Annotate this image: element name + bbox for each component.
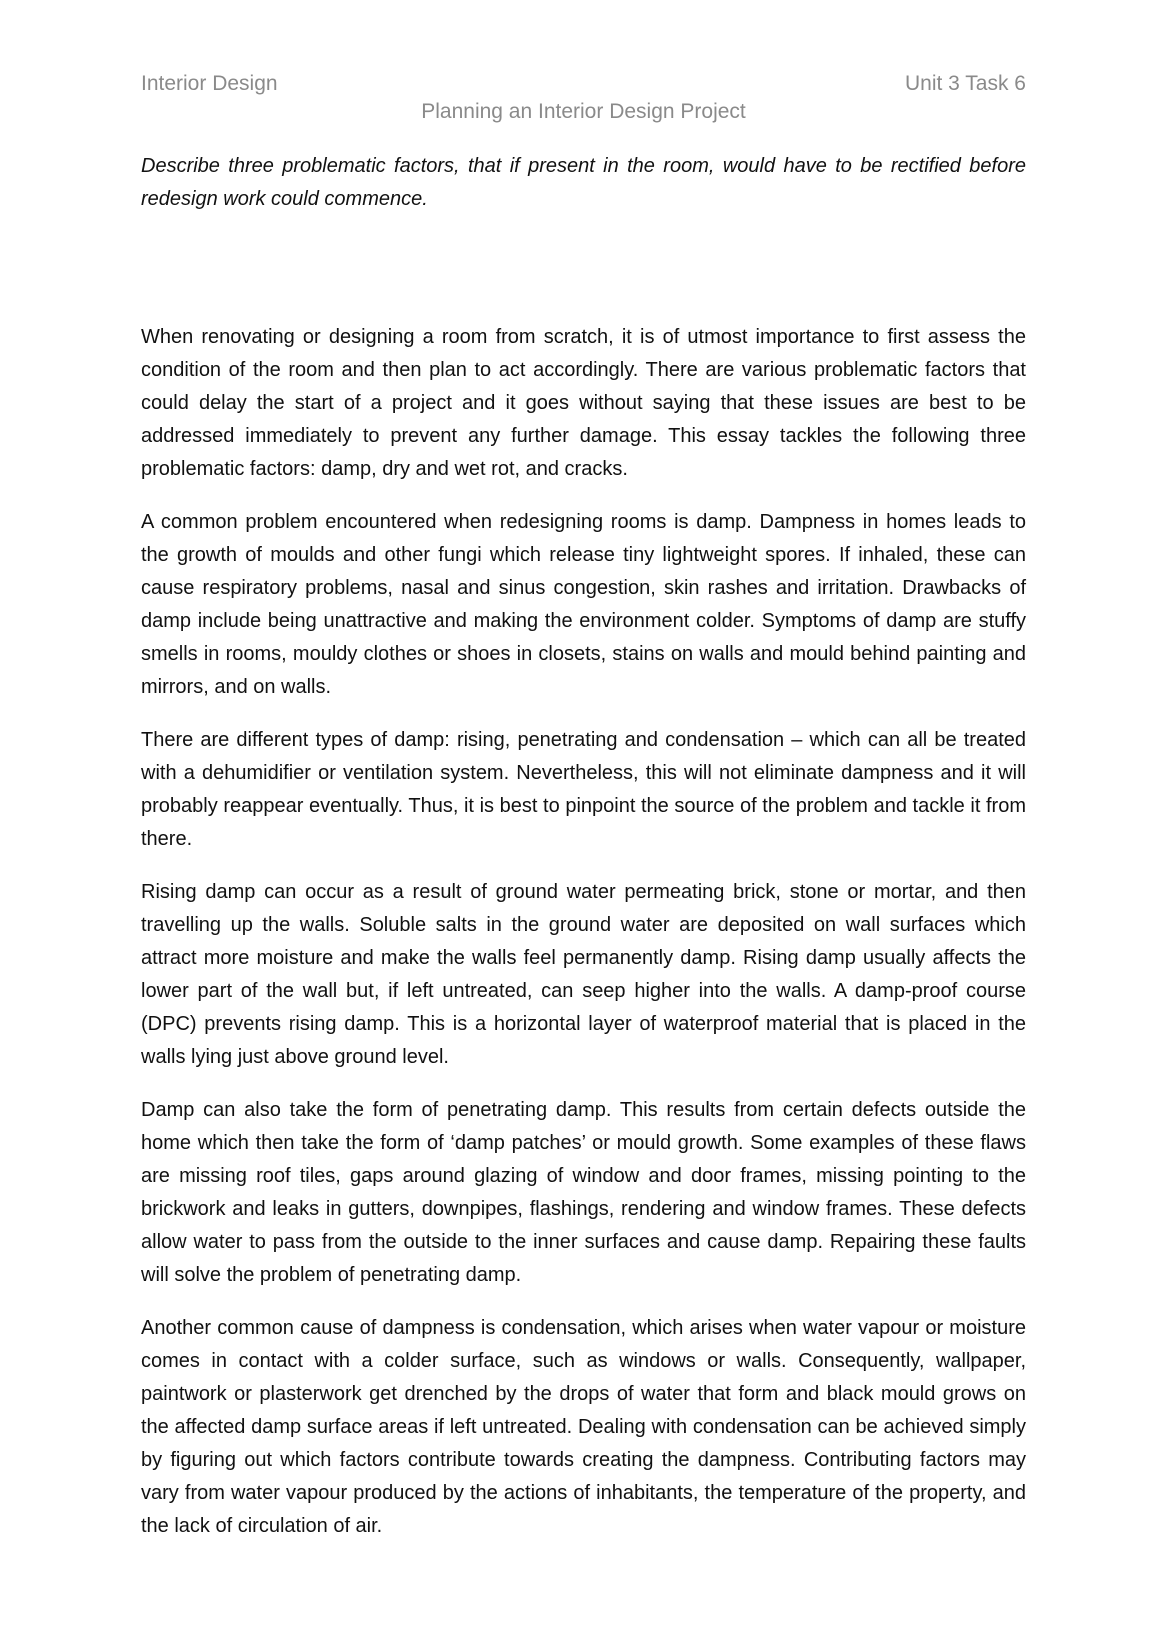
task-prompt: Describe three problematic factors, that if present in the room, would have to be rectified before redesign work could commence. <box>141 155 1026 210</box>
paragraph-intro: When renovating or designing a room from scratch, it is of utmost importance to first assess the condition of the room and then plan to act accordingly. There are various problematic factors that could delay the start of a project and it goes without saying that these issues are best to be addressed immediately to prevent any further damage. This essay tackles the following three problematic factors: damp, dry and wet rot, and cracks. <box>141 326 1026 480</box>
header-unit-task: Unit 3 Task 6 <box>904 72 1026 95</box>
paragraph-condensation: Another common cause of dampness is condensation, which arises when water vapour or moisture comes in contact with a colder surface, such as windows or walls. Consequently, wallpaper, paintwork or plasterwork get drenched by the drops of water that form and black mould grows on the affected damp surface areas if left untreated. Dealing with condensation can be achieved simply by figuring out which factors contribute towards creating the dampness. Contributing factors may vary from water vapour produced by the actions of inhabitants, the temperature of the property, and the lack of circulation of air. <box>141 1317 1026 1537</box>
paragraph-rising-damp: Rising damp can occur as a result of ground water permeating brick, stone or mortar, and then travelling up the walls. Soluble salts in the ground water are deposited on wall surfaces which attract more moisture and make the walls feel permanently damp. Rising damp usually affects the lower part of the wall but, if left untreated, can seep higher into the walls. A damp-proof course (DPC) prevents rising damp. This is a horizontal layer of waterproof material that is placed in the walls lying just above ground level. <box>141 881 1026 1068</box>
header-subtitle: Planning an Interior Design Project <box>421 100 746 123</box>
paragraph-damp: A common problem encountered when redesigning rooms is damp. Dampness in homes leads to the growth of moulds and other fungi which release tiny lightweight spores. If inhaled, these can cause respiratory problems, nasal and sinus congestion, skin rashes and irritation. Drawbacks of damp include being unattractive and making the environment colder. Symptoms of damp are stuffy smells in rooms, mouldy clothes or shoes in closets, stains on walls and mould behind painting and mirrors, and on walls. <box>141 511 1026 698</box>
header-course-title: Interior Design <box>141 72 278 95</box>
paragraph-penetrating-damp: Damp can also take the form of penetrating damp. This results from certain defects outside the home which then take the form of ‘damp patches’ or mould growth. Some examples of these flaws are missing roof tiles, gaps around glazing of window and door frames, missing pointing to the brickwork and leaks in gutters, downpipes, flashings, rendering and window frames. These defects allow water to pass from the outside to the inner surfaces and cause damp. Repairing these faults will solve the problem of penetrating damp. <box>141 1099 1026 1286</box>
page-header <box>141 70 1026 98</box>
paragraph-damp-types: There are different types of damp: rising, penetrating and condensation – which can all be treated with a dehumidifier or ventilation system. Nevertheless, this will not eliminate dampness and it will probably reappear eventually. Thus, it is best to pinpoint the source of the problem and tackle it from there. <box>141 729 1026 850</box>
document-body <box>141 150 1026 1563</box>
